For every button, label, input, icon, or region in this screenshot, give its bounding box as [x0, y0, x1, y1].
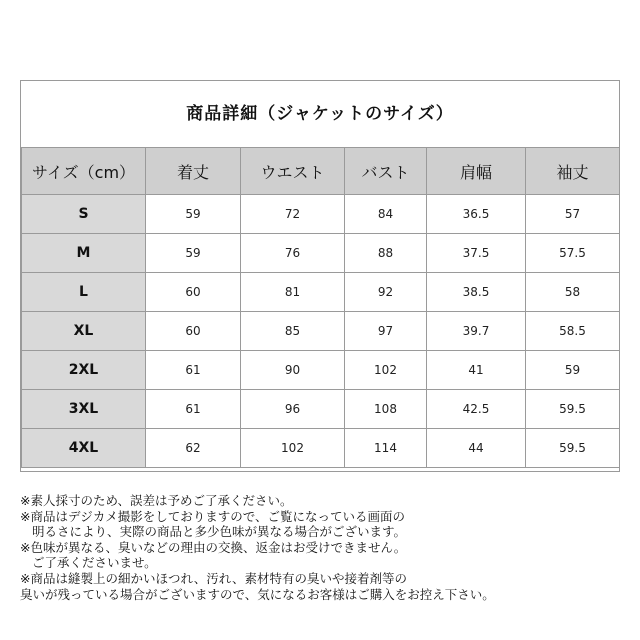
cell-bust: 102	[345, 351, 427, 390]
size-label: 4XL	[22, 429, 146, 468]
cell-bust: 84	[345, 195, 427, 234]
table-row	[22, 390, 620, 429]
page-title: 商品詳細（ジャケットのサイズ）	[186, 104, 454, 124]
table-row	[22, 312, 620, 351]
cell-shoulder: 42.5	[427, 390, 526, 429]
header-waist: ウエスト	[241, 148, 345, 195]
note-photo: ※商品はデジカメ撮影をしておりますので、ご覧になっている画面の	[20, 508, 405, 524]
header-shoulder: 肩幅	[427, 148, 526, 195]
size-label: XL	[22, 312, 146, 351]
cell-waist: 81	[241, 273, 345, 312]
note-photo-continued: 明るさにより、実際の商品と多少色味が異なる場合がございます。	[32, 524, 407, 540]
header-bust: バスト	[345, 148, 427, 195]
cell-sleeve: 58.5	[526, 312, 620, 351]
cell-shoulder: 39.7	[427, 312, 526, 351]
cell-bust: 97	[345, 312, 427, 351]
size-label: S	[22, 195, 146, 234]
cell-sleeve: 57.5	[526, 234, 620, 273]
note-sewing: ※商品は縫製上の細かいほつれ、汚れ、素材特有の臭いや接着剤等の	[20, 570, 407, 586]
size-label: M	[22, 234, 146, 273]
header-length: 着丈	[146, 148, 241, 195]
cell-length: 60	[146, 273, 241, 312]
table-row	[22, 429, 620, 468]
cell-bust: 88	[345, 234, 427, 273]
cell-shoulder: 36.5	[427, 195, 526, 234]
cell-shoulder: 38.5	[427, 273, 526, 312]
cell-sleeve: 57	[526, 195, 620, 234]
cell-length: 62	[146, 429, 241, 468]
cell-waist: 102	[241, 429, 345, 468]
header-sleeve: 袖丈	[526, 148, 620, 195]
note-measurement: ※素人採寸のため、誤差は予めご了承ください。	[20, 493, 293, 508]
cell-bust: 114	[345, 429, 427, 468]
size-label: 3XL	[22, 390, 146, 429]
cell-sleeve: 58	[526, 273, 620, 312]
cell-length: 60	[146, 312, 241, 351]
cell-sleeve: 59	[526, 351, 620, 390]
note-no-exchange-continued: ご了承くださいませ。	[32, 555, 157, 571]
cell-length: 59	[146, 234, 241, 273]
size-table	[21, 147, 620, 468]
header-size: サイズ（cm）	[22, 148, 146, 195]
cell-sleeve: 59.5	[526, 390, 620, 429]
table-row	[22, 234, 620, 273]
cell-waist: 85	[241, 312, 345, 351]
cell-length: 59	[146, 195, 241, 234]
table-header-row	[22, 148, 620, 195]
cell-shoulder: 41	[427, 351, 526, 390]
note-no-exchange: ※色味が異なる、臭いなどの理由の交換、返金はお受けできません。	[20, 539, 407, 555]
cell-shoulder: 44	[427, 429, 526, 468]
notes-list	[20, 493, 625, 602]
cell-bust: 92	[345, 273, 427, 312]
cell-length: 61	[146, 390, 241, 429]
cell-shoulder: 37.5	[427, 234, 526, 273]
cell-bust: 108	[345, 390, 427, 429]
cell-waist: 72	[241, 195, 345, 234]
size-label: 2XL	[22, 351, 146, 390]
cell-waist: 76	[241, 234, 345, 273]
cell-sleeve: 59.5	[526, 429, 620, 468]
size-chart-panel	[20, 80, 620, 472]
cell-waist: 90	[241, 351, 345, 390]
table-row	[22, 195, 620, 234]
cell-waist: 96	[241, 390, 345, 429]
table-row	[22, 351, 620, 390]
cell-length: 61	[146, 351, 241, 390]
table-row	[22, 273, 620, 312]
note-sewing-continued: 臭いが残っている場合がございますので、気になるお客様はご購入をお控え下さい。	[20, 586, 495, 602]
size-label: L	[22, 273, 146, 312]
